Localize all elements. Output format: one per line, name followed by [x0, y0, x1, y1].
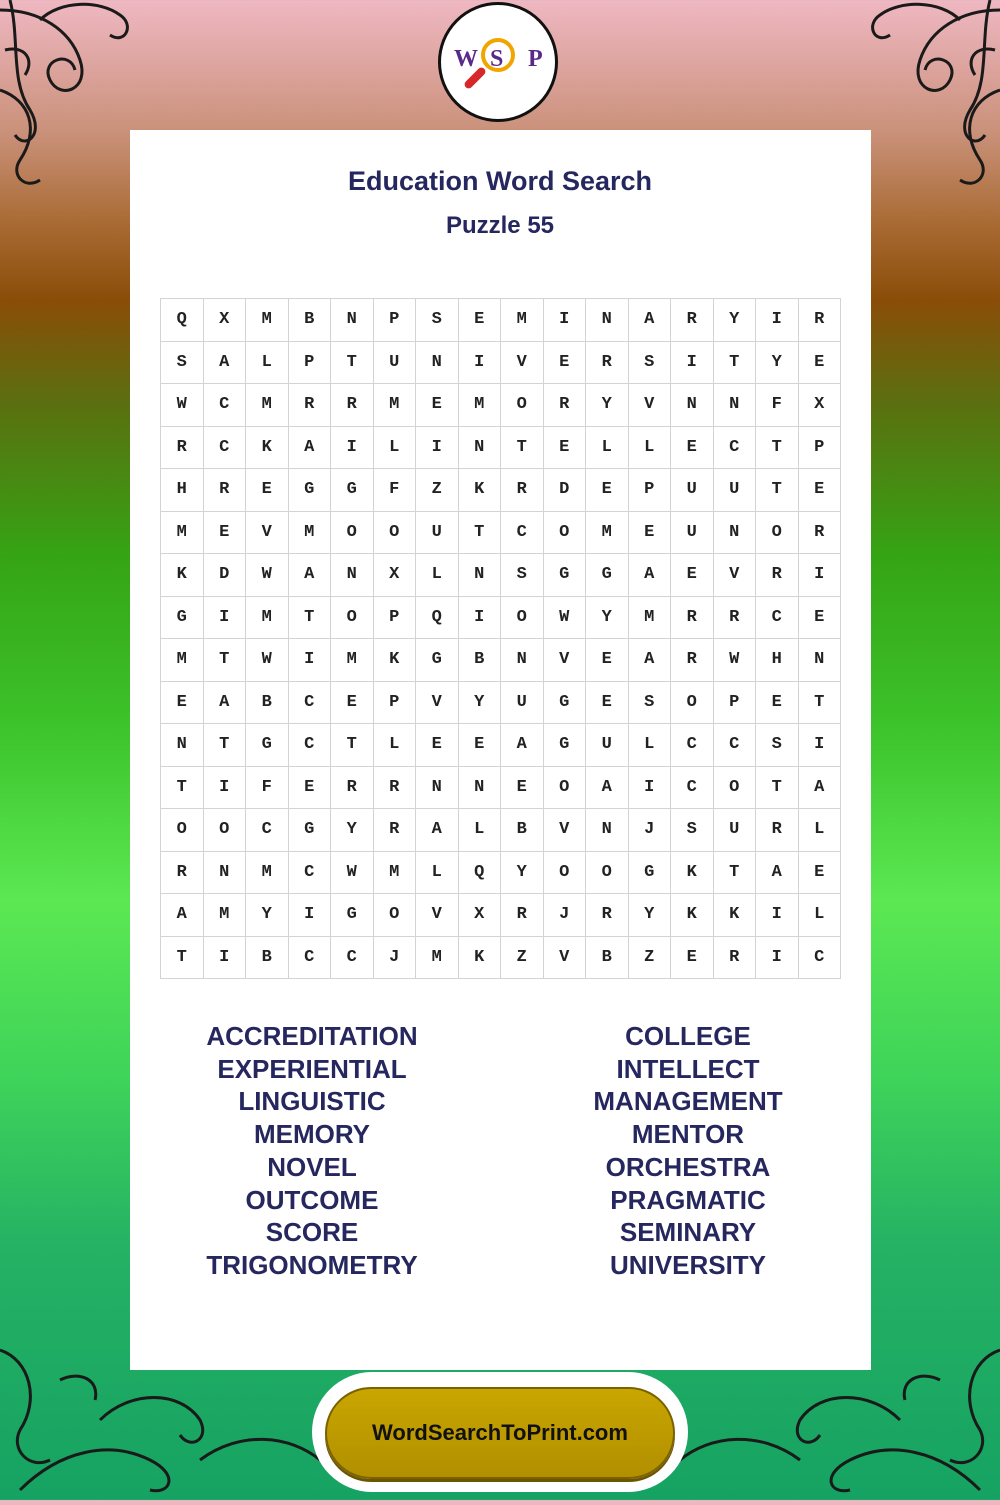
grid-cell[interactable]: N	[798, 639, 841, 682]
grid-cell[interactable]: K	[671, 894, 714, 937]
grid-cell[interactable]: E	[458, 299, 501, 342]
grid-cell[interactable]: S	[161, 341, 204, 384]
grid-cell[interactable]: A	[203, 341, 246, 384]
grid-cell[interactable]: I	[203, 596, 246, 639]
grid-cell[interactable]: G	[543, 554, 586, 597]
grid-row	[161, 766, 841, 809]
grid-row	[161, 299, 841, 342]
grid-cell[interactable]: E	[331, 681, 374, 724]
grid-cell[interactable]: U	[671, 469, 714, 512]
grid-cell[interactable]: P	[628, 469, 671, 512]
word-item: COLLEGE	[625, 1021, 751, 1051]
grid-cell[interactable]: R	[288, 384, 331, 427]
grid-cell[interactable]: Y	[458, 681, 501, 724]
grid-cell[interactable]: I	[798, 724, 841, 767]
grid-cell[interactable]: R	[331, 384, 374, 427]
grid-cell[interactable]: I	[756, 936, 799, 979]
grid-cell[interactable]: S	[628, 341, 671, 384]
grid-cell[interactable]: A	[586, 766, 629, 809]
grid-cell[interactable]: Y	[713, 299, 756, 342]
word-item: LINGUISTIC	[238, 1086, 386, 1117]
grid-cell[interactable]: C	[203, 384, 246, 427]
logo-letter-w: W	[454, 46, 478, 72]
grid-cell[interactable]: O	[543, 766, 586, 809]
grid-cell[interactable]: U	[586, 724, 629, 767]
grid-cell[interactable]: T	[798, 681, 841, 724]
grid-cell[interactable]: T	[203, 639, 246, 682]
grid-cell[interactable]: C	[798, 936, 841, 979]
word-item: NOVEL	[267, 1151, 357, 1182]
grid-row	[161, 851, 841, 894]
grid-cell[interactable]: O	[501, 596, 544, 639]
site-logo[interactable]	[438, 2, 558, 122]
grid-cell[interactable]: L	[586, 426, 629, 469]
word-item: TRIGONOMETRY	[206, 1249, 418, 1280]
grid-cell[interactable]: T	[756, 469, 799, 512]
grid-row	[161, 341, 841, 384]
grid-cell[interactable]: U	[416, 511, 459, 554]
website-label: WordSearchToPrint.com	[372, 1420, 628, 1445]
grid-cell[interactable]: O	[203, 809, 246, 852]
grid-cell[interactable]: N	[161, 724, 204, 767]
grid-cell[interactable]: V	[246, 511, 289, 554]
grid-cell[interactable]: S	[501, 554, 544, 597]
grid-cell[interactable]: Q	[458, 851, 501, 894]
grid-cell[interactable]: O	[671, 681, 714, 724]
grid-cell[interactable]: Y	[586, 596, 629, 639]
grid-cell[interactable]: R	[756, 554, 799, 597]
grid-cell[interactable]: J	[543, 894, 586, 937]
grid-cell[interactable]: E	[203, 511, 246, 554]
grid-cell[interactable]: W	[331, 851, 374, 894]
page-title: Education Word Search	[347, 166, 653, 196]
grid-cell[interactable]: W	[543, 596, 586, 639]
grid-cell[interactable]: Z	[628, 936, 671, 979]
word-item: MANAGEMENT	[593, 1086, 783, 1117]
grid-cell[interactable]: W	[161, 384, 204, 427]
grid-cell[interactable]: U	[501, 681, 544, 724]
grid-cell[interactable]: L	[798, 809, 841, 852]
grid-cell[interactable]: O	[713, 766, 756, 809]
grid-cell[interactable]: O	[543, 851, 586, 894]
word-item: OUTCOME	[245, 1184, 379, 1215]
grid-cell[interactable]: A	[288, 426, 331, 469]
grid-cell[interactable]: V	[543, 936, 586, 979]
grid-row	[161, 469, 841, 512]
grid-cell[interactable]: K	[713, 894, 756, 937]
grid-cell[interactable]: C	[246, 809, 289, 852]
grid-cell[interactable]: O	[331, 511, 374, 554]
grid-cell[interactable]: I	[458, 596, 501, 639]
grid-cell[interactable]: M	[501, 299, 544, 342]
grid-cell[interactable]: R	[671, 299, 714, 342]
grid-cell[interactable]: I	[671, 341, 714, 384]
word-item: SCORE	[265, 1217, 359, 1248]
grid-cell[interactable]: G	[331, 894, 374, 937]
grid-row	[161, 936, 841, 979]
grid-cell[interactable]: Z	[416, 469, 459, 512]
grid-cell[interactable]: T	[756, 766, 799, 809]
grid-cell[interactable]: G	[586, 554, 629, 597]
grid-cell[interactable]: V	[416, 681, 459, 724]
grid-cell[interactable]: O	[543, 511, 586, 554]
grid-cell[interactable]: M	[161, 639, 204, 682]
grid-cell[interactable]: P	[373, 596, 416, 639]
grid-cell[interactable]: C	[756, 596, 799, 639]
grid-cell[interactable]: C	[288, 681, 331, 724]
puzzle-number: Puzzle 55	[445, 212, 555, 239]
grid-cell[interactable]: K	[671, 851, 714, 894]
grid-cell[interactable]: Z	[501, 936, 544, 979]
grid-cell[interactable]: N	[586, 299, 629, 342]
grid-cell[interactable]: C	[288, 851, 331, 894]
grid-cell[interactable]: G	[288, 469, 331, 512]
grid-cell[interactable]: E	[671, 426, 714, 469]
grid-cell[interactable]: O	[501, 384, 544, 427]
grid-cell[interactable]: R	[798, 511, 841, 554]
grid-cell[interactable]: K	[373, 639, 416, 682]
grid-cell[interactable]: C	[713, 426, 756, 469]
grid-cell[interactable]: C	[288, 936, 331, 979]
grid-cell[interactable]: A	[501, 724, 544, 767]
grid-cell[interactable]: T	[203, 724, 246, 767]
grid-cell[interactable]: M	[246, 384, 289, 427]
grid-cell[interactable]: A	[798, 766, 841, 809]
word-item: UNIVERSITY	[609, 1249, 767, 1280]
letter-grid	[160, 298, 841, 979]
grid-cell[interactable]: M	[246, 596, 289, 639]
grid-cell[interactable]: N	[458, 766, 501, 809]
grid-cell[interactable]: F	[373, 469, 416, 512]
grid-cell[interactable]: E	[246, 469, 289, 512]
grid-cell[interactable]: E	[798, 851, 841, 894]
logo-letter-s: S	[490, 46, 504, 72]
grid-row	[161, 384, 841, 427]
grid-cell[interactable]: G	[331, 469, 374, 512]
word-item: MENTOR	[631, 1119, 745, 1150]
grid-cell[interactable]: I	[756, 299, 799, 342]
logo-letter-p: P	[528, 46, 543, 72]
grid-cell[interactable]: G	[416, 639, 459, 682]
grid-cell[interactable]: S	[671, 809, 714, 852]
grid-cell[interactable]: T	[458, 511, 501, 554]
grid-cell[interactable]: W	[246, 554, 289, 597]
word-item: MEMORY	[253, 1119, 371, 1150]
grid-cell[interactable]: T	[756, 426, 799, 469]
grid-cell[interactable]: H	[161, 469, 204, 512]
grid-row	[161, 809, 841, 852]
grid-cell[interactable]: G	[161, 596, 204, 639]
grid-cell[interactable]: V	[543, 639, 586, 682]
grid-cell[interactable]: L	[458, 809, 501, 852]
grid-cell[interactable]: M	[246, 851, 289, 894]
grid-cell[interactable]: I	[203, 936, 246, 979]
grid-cell[interactable]: I	[331, 426, 374, 469]
grid-cell[interactable]: Y	[501, 851, 544, 894]
grid-cell[interactable]: U	[713, 809, 756, 852]
grid-cell[interactable]: M	[161, 511, 204, 554]
grid-cell[interactable]: I	[628, 766, 671, 809]
grid-cell[interactable]: N	[586, 809, 629, 852]
grid-cell[interactable]: E	[543, 341, 586, 384]
grid-cell[interactable]: L	[628, 426, 671, 469]
grid-cell[interactable]: A	[628, 554, 671, 597]
grid-cell[interactable]: T	[713, 341, 756, 384]
grid-cell[interactable]: W	[246, 639, 289, 682]
grid-cell[interactable]: Y	[628, 894, 671, 937]
word-list-right	[528, 1020, 848, 1282]
grid-cell[interactable]: E	[798, 596, 841, 639]
grid-cell[interactable]: N	[713, 511, 756, 554]
grid-row	[161, 554, 841, 597]
grid-row	[161, 724, 841, 767]
grid-cell[interactable]: D	[203, 554, 246, 597]
grid-cell[interactable]: C	[288, 724, 331, 767]
grid-cell[interactable]: R	[501, 894, 544, 937]
grid-cell[interactable]: A	[203, 681, 246, 724]
grid-cell[interactable]: K	[458, 936, 501, 979]
grid-cell[interactable]: F	[756, 384, 799, 427]
grid-row	[161, 596, 841, 639]
grid-cell[interactable]: B	[288, 299, 331, 342]
grid-cell[interactable]: S	[416, 299, 459, 342]
grid-cell[interactable]: V	[543, 809, 586, 852]
grid-cell[interactable]: E	[756, 681, 799, 724]
grid-cell[interactable]: N	[331, 299, 374, 342]
grid-cell[interactable]: I	[288, 639, 331, 682]
grid-cell[interactable]: R	[373, 809, 416, 852]
grid-cell[interactable]: I	[203, 766, 246, 809]
grid-cell[interactable]: A	[288, 554, 331, 597]
grid-cell[interactable]: R	[203, 469, 246, 512]
grid-cell[interactable]: Y	[586, 384, 629, 427]
grid-cell[interactable]: N	[416, 766, 459, 809]
grid-cell[interactable]: E	[501, 766, 544, 809]
grid-cell[interactable]: P	[288, 341, 331, 384]
grid-cell[interactable]: L	[373, 724, 416, 767]
grid-cell[interactable]: M	[628, 596, 671, 639]
grid-cell[interactable]: B	[458, 639, 501, 682]
grid-cell[interactable]: O	[373, 511, 416, 554]
grid-cell[interactable]: T	[331, 341, 374, 384]
grid-cell[interactable]: R	[331, 766, 374, 809]
grid-cell[interactable]: B	[586, 936, 629, 979]
grid-cell[interactable]: L	[246, 341, 289, 384]
grid-cell[interactable]: A	[416, 809, 459, 852]
grid-cell[interactable]: L	[416, 554, 459, 597]
grid-cell[interactable]: E	[288, 766, 331, 809]
grid-cell[interactable]: N	[713, 384, 756, 427]
grid-cell[interactable]: M	[331, 639, 374, 682]
grid-cell[interactable]: N	[203, 851, 246, 894]
word-list-left	[152, 1020, 472, 1282]
grid-row	[161, 426, 841, 469]
grid-cell[interactable]: M	[416, 936, 459, 979]
grid-cell[interactable]: R	[586, 894, 629, 937]
grid-cell[interactable]: J	[373, 936, 416, 979]
grid-cell[interactable]: X	[458, 894, 501, 937]
grid-cell[interactable]: G	[628, 851, 671, 894]
grid-cell[interactable]: C	[671, 766, 714, 809]
grid-cell[interactable]: E	[586, 639, 629, 682]
grid-cell[interactable]: B	[246, 681, 289, 724]
grid-cell[interactable]: E	[586, 681, 629, 724]
grid-cell[interactable]: U	[713, 469, 756, 512]
grid-cell[interactable]: T	[713, 851, 756, 894]
grid-cell[interactable]: R	[543, 384, 586, 427]
grid-cell[interactable]: G	[246, 724, 289, 767]
grid-cell[interactable]: V	[416, 894, 459, 937]
grid-cell[interactable]: V	[501, 341, 544, 384]
grid-cell[interactable]: N	[458, 554, 501, 597]
grid-cell[interactable]: R	[501, 469, 544, 512]
grid-cell[interactable]: Q	[161, 299, 204, 342]
grid-cell[interactable]: E	[586, 469, 629, 512]
grid-cell[interactable]: E	[416, 384, 459, 427]
grid-cell[interactable]: A	[628, 639, 671, 682]
grid-cell[interactable]: I	[416, 426, 459, 469]
grid-cell[interactable]: E	[458, 724, 501, 767]
grid-cell[interactable]: D	[543, 469, 586, 512]
grid-cell[interactable]: L	[798, 894, 841, 937]
grid-cell[interactable]: P	[373, 299, 416, 342]
grid-cell[interactable]: T	[161, 766, 204, 809]
grid-cell[interactable]: Y	[246, 894, 289, 937]
grid-cell[interactable]: T	[331, 724, 374, 767]
word-item: INTELLECT	[616, 1053, 760, 1084]
grid-row	[161, 894, 841, 937]
grid-cell[interactable]: N	[416, 341, 459, 384]
word-item: ACCREDITATION	[206, 1021, 418, 1051]
grid-cell[interactable]: M	[246, 299, 289, 342]
grid-cell[interactable]: C	[501, 511, 544, 554]
grid-cell[interactable]: G	[288, 809, 331, 852]
grid-cell[interactable]: R	[713, 936, 756, 979]
grid-cell[interactable]: K	[161, 554, 204, 597]
grid-cell[interactable]: L	[373, 426, 416, 469]
grid-cell[interactable]: N	[331, 554, 374, 597]
grid-cell[interactable]: R	[671, 639, 714, 682]
grid-cell[interactable]: C	[203, 426, 246, 469]
grid-cell[interactable]: J	[628, 809, 671, 852]
grid-cell[interactable]: P	[798, 426, 841, 469]
grid-cell[interactable]: W	[713, 639, 756, 682]
grid-cell[interactable]: R	[373, 766, 416, 809]
grid-cell[interactable]: R	[161, 851, 204, 894]
grid-cell[interactable]: C	[331, 936, 374, 979]
grid-cell[interactable]: M	[373, 851, 416, 894]
word-item: SEMINARY	[619, 1217, 757, 1248]
word-item: PRAGMATIC	[610, 1184, 766, 1215]
grid-cell[interactable]: R	[756, 809, 799, 852]
grid-cell[interactable]: M	[458, 384, 501, 427]
grid-cell[interactable]: E	[628, 511, 671, 554]
grid-cell[interactable]: Y	[331, 809, 374, 852]
grid-cell[interactable]: I	[543, 299, 586, 342]
grid-cell[interactable]: O	[756, 511, 799, 554]
grid-cell[interactable]: E	[161, 681, 204, 724]
website-button[interactable]	[325, 1387, 675, 1479]
grid-cell[interactable]: U	[373, 341, 416, 384]
grid-cell[interactable]: M	[373, 384, 416, 427]
grid-cell[interactable]: P	[713, 681, 756, 724]
grid-cell[interactable]: O	[331, 596, 374, 639]
grid-cell[interactable]: T	[501, 426, 544, 469]
grid-cell[interactable]: S	[628, 681, 671, 724]
grid-cell[interactable]: R	[161, 426, 204, 469]
grid-cell[interactable]: X	[373, 554, 416, 597]
grid-cell[interactable]: E	[543, 426, 586, 469]
grid-cell[interactable]: O	[373, 894, 416, 937]
grid-cell[interactable]: A	[756, 851, 799, 894]
grid-cell[interactable]: C	[713, 724, 756, 767]
grid-cell[interactable]: A	[161, 894, 204, 937]
grid-cell[interactable]: Q	[416, 596, 459, 639]
grid-cell[interactable]: O	[161, 809, 204, 852]
grid-cell[interactable]: E	[671, 554, 714, 597]
grid-cell[interactable]: E	[671, 936, 714, 979]
grid-row	[161, 639, 841, 682]
grid-cell[interactable]: R	[798, 299, 841, 342]
grid-row	[161, 681, 841, 724]
grid-cell[interactable]: G	[543, 724, 586, 767]
grid-cell[interactable]: I	[756, 894, 799, 937]
grid-cell[interactable]: E	[416, 724, 459, 767]
grid-cell[interactable]: R	[671, 596, 714, 639]
grid-cell[interactable]: K	[458, 469, 501, 512]
grid-cell[interactable]: X	[203, 299, 246, 342]
grid-cell[interactable]: E	[798, 469, 841, 512]
grid-cell[interactable]: B	[501, 809, 544, 852]
grid-row	[161, 511, 841, 554]
grid-cell[interactable]: A	[628, 299, 671, 342]
grid-cell[interactable]: F	[246, 766, 289, 809]
word-item: ORCHESTRA	[605, 1151, 771, 1182]
grid-cell[interactable]: N	[671, 384, 714, 427]
grid-cell[interactable]: M	[586, 511, 629, 554]
grid-cell[interactable]: L	[628, 724, 671, 767]
grid-cell[interactable]: Y	[756, 341, 799, 384]
grid-cell[interactable]: V	[713, 554, 756, 597]
grid-cell[interactable]: R	[586, 341, 629, 384]
grid-cell[interactable]: T	[288, 596, 331, 639]
grid-cell[interactable]: I	[798, 554, 841, 597]
grid-cell[interactable]: L	[416, 851, 459, 894]
grid-cell[interactable]: E	[798, 341, 841, 384]
grid-cell[interactable]: V	[628, 384, 671, 427]
grid-cell[interactable]: I	[458, 341, 501, 384]
grid-cell[interactable]: U	[671, 511, 714, 554]
grid-cell[interactable]: G	[543, 681, 586, 724]
grid-cell[interactable]: C	[671, 724, 714, 767]
grid-cell[interactable]: R	[713, 596, 756, 639]
grid-cell[interactable]: M	[288, 511, 331, 554]
grid-cell[interactable]: B	[246, 936, 289, 979]
grid-cell[interactable]: T	[161, 936, 204, 979]
grid-cell[interactable]: O	[586, 851, 629, 894]
grid-cell[interactable]: N	[501, 639, 544, 682]
grid-cell[interactable]: N	[458, 426, 501, 469]
grid-cell[interactable]: P	[373, 681, 416, 724]
grid-cell[interactable]: X	[798, 384, 841, 427]
grid-cell[interactable]: K	[246, 426, 289, 469]
word-item: EXPERIENTIAL	[217, 1053, 407, 1084]
grid-cell[interactable]: M	[203, 894, 246, 937]
grid-cell[interactable]: H	[756, 639, 799, 682]
grid-cell[interactable]: I	[288, 894, 331, 937]
grid-cell[interactable]: S	[756, 724, 799, 767]
